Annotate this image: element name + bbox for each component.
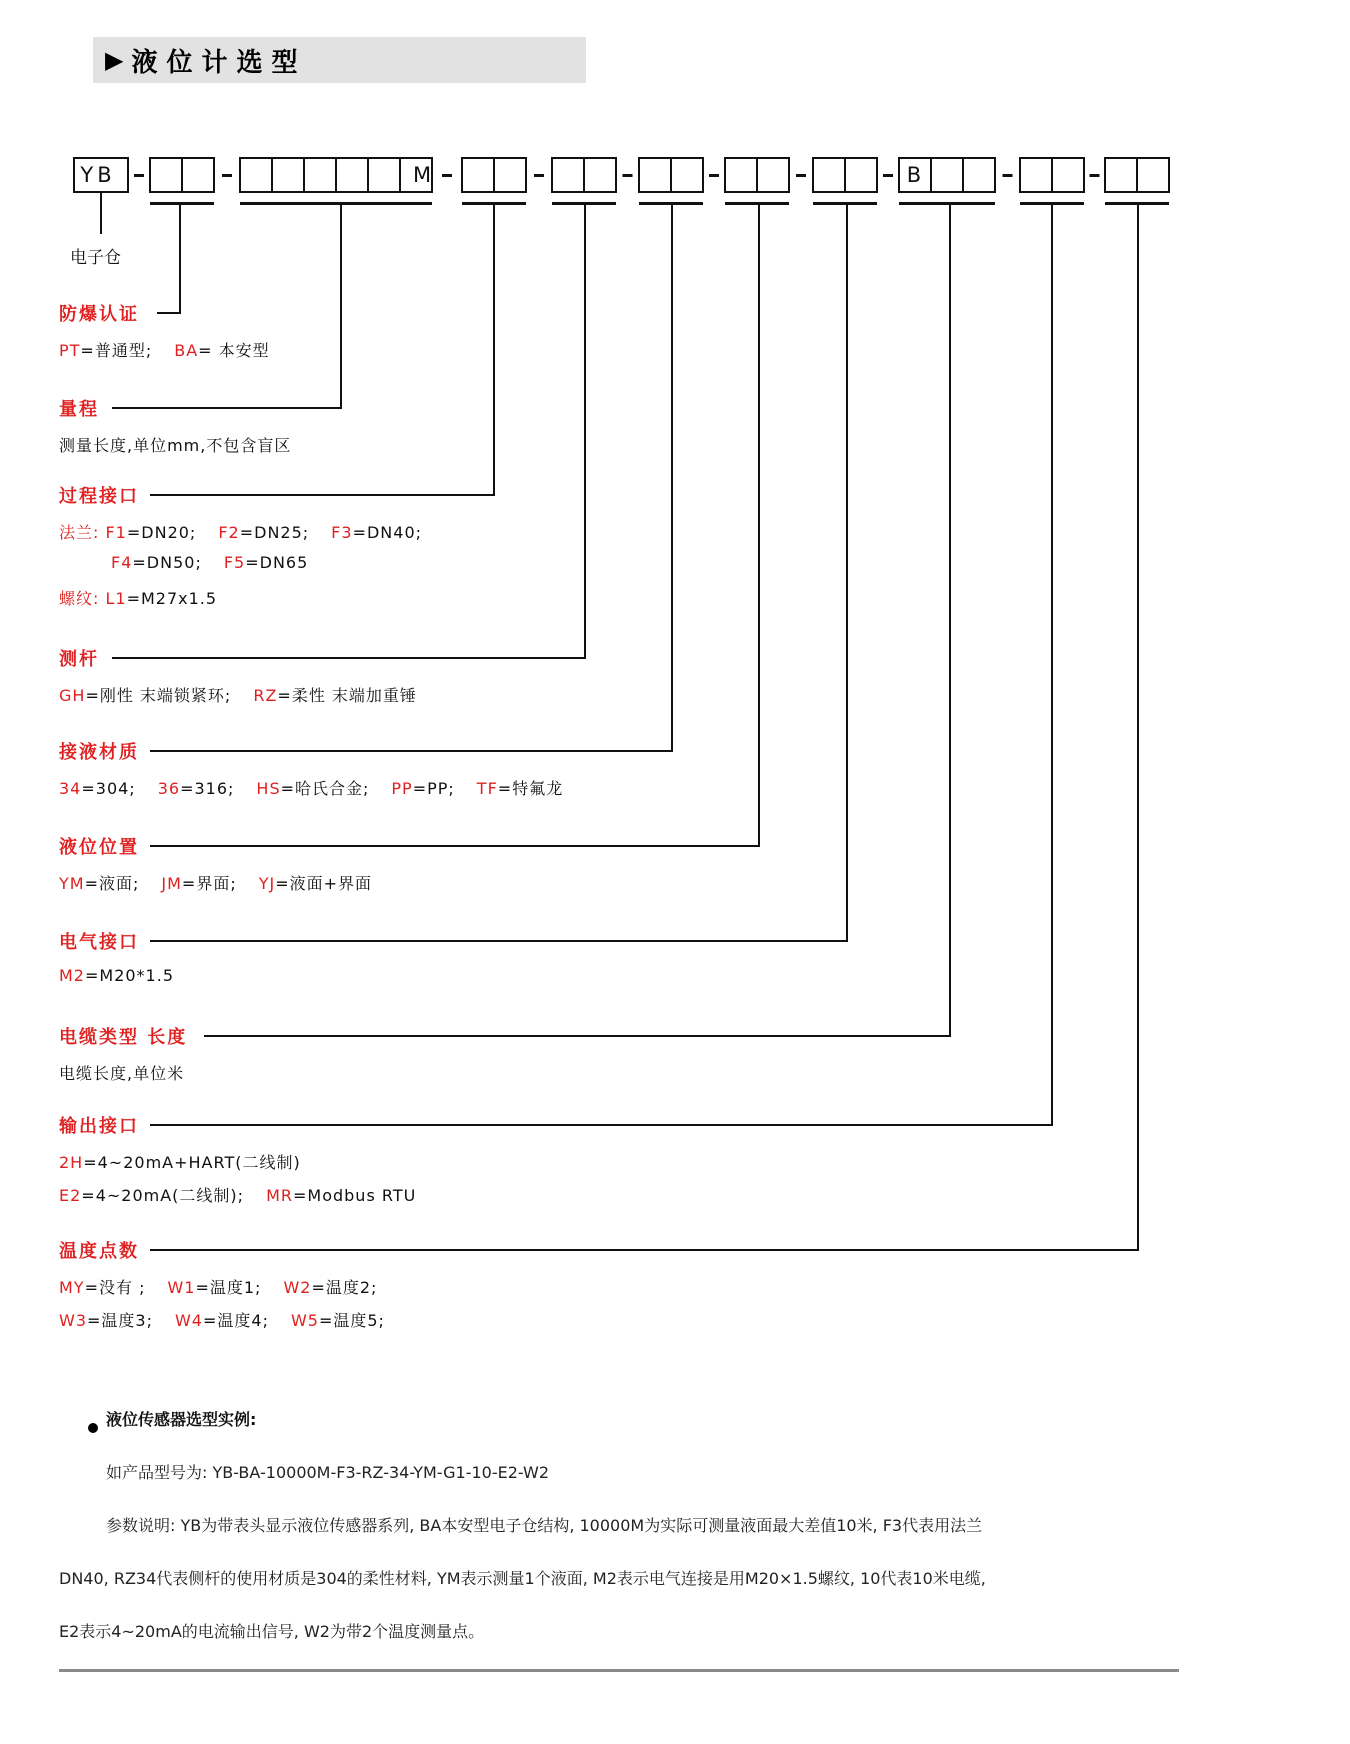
option-line-temperature [59,1308,385,1331]
section-title-explosion: 防爆认证 [59,304,139,325]
option-code: F4 [111,553,133,572]
section-title-cable: 电缆类型 长度 [59,1027,188,1048]
section-title-output: 输出接口 [59,1116,139,1137]
code-box [304,158,336,192]
option-code: 36 [157,779,181,798]
code-box [272,158,304,192]
option-line-temperature [59,1275,377,1298]
hyphen-separator [534,174,544,177]
example-desc-line-3: E2表示4~20mA的电流输出信号, W2为带2个温度测量点。 [59,1622,485,1641]
option-line-rod [59,683,417,706]
electronics-housing-label: 电子仓 [70,248,121,268]
option-desc: =316; [180,779,235,798]
option-code: F3 [331,523,353,542]
option-code: 2H [59,1153,84,1172]
option-code: W2 [283,1278,312,1297]
option-code: 螺纹: L1 [59,589,127,608]
bottom-divider [59,1669,1179,1672]
code-box [240,158,272,192]
group-underline [899,202,995,205]
option-line-output [59,1150,301,1173]
option-code: M2 [59,966,85,985]
code-box [552,158,584,192]
section-title-level: 液位位置 [59,837,139,858]
example-desc-line-1: 参数说明: YB为带表头显示液位传感器系列, BA本安型电子仓结构, 10000M为实际可测量液面最大差值10米, F3代表用法兰 [106,1516,983,1535]
option-desc: =液面+界面 [275,874,373,893]
group-underline [639,202,703,205]
code-box [671,158,703,192]
option-desc: =哈氏合金; [280,779,370,798]
section-title: 液位计选型 [131,47,307,78]
option-desc: 测量长度,单位mm,不包含盲区 [59,436,292,455]
option-code: BA [174,341,199,360]
hyphen-separator [222,174,232,177]
hyphen-separator [1090,174,1100,177]
leader-line-temperature [150,205,1138,1250]
option-desc: =DN25; [239,523,310,542]
option-code: YM [59,874,85,893]
hyphen-separator [623,174,633,177]
code-box [336,158,368,192]
code-box [931,158,963,192]
option-desc: =温度1; [195,1278,262,1297]
option-desc: =DN40; [352,523,423,542]
group-underline [725,202,789,205]
code-box [639,158,671,192]
option-code: PP [391,779,413,798]
option-code: GH [59,686,86,705]
group-underline [150,202,214,205]
option-line-level [59,871,372,894]
option-line-output [59,1183,416,1206]
code-box [1052,158,1084,192]
code-box [368,158,400,192]
option-desc: =M27x1.5 [126,589,218,608]
example-desc-line-2: DN40, RZ34代表侧杆的使用材质是304的柔性材料, YM表示测量1个液面, M2表示电气连接是用M20×1.5螺纹, 10代表10米电缆, [59,1569,986,1588]
option-desc: =304; [81,779,136,798]
option-line-range [59,433,291,456]
hyphen-separator [883,174,893,177]
option-desc: =柔性 末端加重锤 [277,686,417,705]
option-desc: =DN20; [126,523,197,542]
code-box [494,158,526,192]
option-code: F5 [223,553,246,572]
code-box [1137,158,1169,192]
section-title-material: 接液材质 [59,742,139,763]
group-underline [552,202,616,205]
group-underline [1020,202,1084,205]
option-line-electrical [59,966,174,985]
option-desc: =界面; [181,874,237,893]
leader-line-electrical [150,205,847,941]
option-line-process [111,553,308,572]
option-desc: =温度5; [318,1311,385,1330]
option-line-material [59,776,563,799]
leader-line-material [150,205,672,751]
play-arrow-icon: ▶ [105,46,124,74]
option-line-cable [59,1061,184,1084]
group-underline [813,202,877,205]
option-desc: =没有 ; [84,1278,146,1297]
option-desc: =Modbus RTU [292,1186,417,1205]
option-code: PT [59,341,81,360]
code-box [963,158,995,192]
option-code: JM [161,874,182,893]
section-title-temperature: 温度点数 [59,1241,139,1262]
option-code: MR [266,1186,293,1205]
option-line-process [59,520,422,543]
option-code: W1 [167,1278,196,1297]
option-code: 法兰: F1 [59,523,127,542]
option-desc: =温度2; [311,1278,378,1297]
code-box [757,158,789,192]
option-code: TF [476,779,498,798]
leader-line-range [112,205,341,408]
example-model-line: 如产品型号为: YB-BA-10000M-F3-RZ-34-YM-G1-10-E2-W2 [106,1463,550,1482]
code-box [462,158,494,192]
option-desc: =DN65 [245,553,309,572]
code-box [1105,158,1137,192]
hyphen-separator [709,174,719,177]
option-code: MY [59,1278,85,1297]
leader-line-cable [204,205,950,1036]
example-title: 液位传感器选型实例: [106,1410,257,1429]
section-title-process: 过程接口 [59,486,139,507]
code-box [845,158,877,192]
section-title-rod: 测杆 [59,649,99,670]
option-desc: =4~20mA+HART(二线制) [83,1153,301,1172]
code-box [182,158,214,192]
model-prefix-text: YB [80,163,116,187]
option-code: 34 [59,779,82,798]
option-code: E2 [59,1186,82,1205]
section-title-electrical: 电气接口 [59,932,139,953]
code-box [813,158,845,192]
option-desc: =M20*1.5 [84,966,174,985]
group-underline [1105,202,1169,205]
option-code: F2 [218,523,240,542]
option-code: W4 [174,1311,203,1330]
option-line-explosion [59,338,270,361]
leader-line-explosion [157,205,180,313]
option-desc: =刚性 末端锁紧环; [85,686,232,705]
option-desc: =温度4; [202,1311,269,1330]
hyphen-separator [134,174,144,177]
option-desc: =液面; [84,874,140,893]
code-box [584,158,616,192]
option-code: HS [256,779,281,798]
option-desc: =DN50; [132,553,202,572]
group-underline [462,202,526,205]
leader-line-output [150,205,1052,1125]
option-desc: =4~20mA(二线制); [81,1186,245,1205]
option-desc: =温度3; [87,1311,153,1330]
option-desc: = 本安型 [198,341,270,360]
code-box [150,158,182,192]
section-title-range: 量程 [59,399,99,420]
option-line-process [59,586,217,609]
option-code: W5 [290,1311,319,1330]
option-desc: 电缆长度,单位米 [59,1064,185,1083]
option-desc: =普通型; [80,341,153,360]
group-underline [240,202,432,205]
hyphen-separator [796,174,806,177]
hyphen-separator [442,174,452,177]
option-code: W3 [59,1311,87,1330]
option-code: YJ [258,874,276,893]
hyphen-separator [1003,174,1013,177]
option-desc: =特氟龙 [497,779,564,798]
code-box [1020,158,1052,192]
cable-prefix-text: B [906,163,922,187]
code-box [725,158,757,192]
option-desc: =PP; [412,779,455,798]
bullet-icon [88,1423,98,1433]
option-code: RZ [253,686,278,705]
range-suffix-text: M [412,163,432,187]
